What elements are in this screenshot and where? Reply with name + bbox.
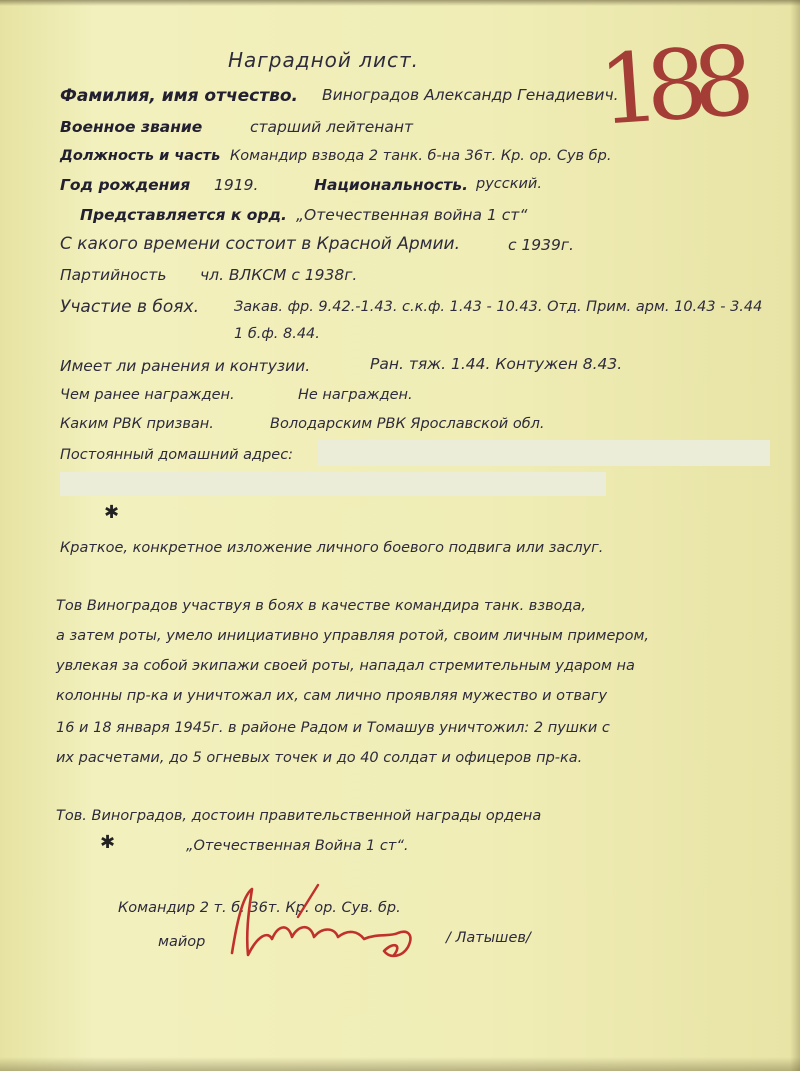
nationality-label: Национальность. (314, 176, 468, 194)
rank-value: старший лейтенант (250, 118, 414, 136)
signature-rank: майор (158, 934, 206, 950)
redacted-address-2 (60, 472, 606, 496)
right-shadow (790, 0, 800, 1071)
conclusion-line-1: Тов. Виноградов, достоин правительственной награды ордена (56, 808, 542, 824)
ink-blot-2: ✱ (100, 832, 116, 853)
summary-heading: Краткое, конкретное изложение личного боевого подвига или заслуг. (60, 540, 604, 556)
narrative-line-6: их расчетами, до 5 огневых точек и до 40 солдат и офицеров пр-ка. (56, 750, 583, 766)
battles-value-2: 1 б.ф. 8.44. (234, 326, 320, 342)
party-label: Партийность (60, 266, 167, 284)
battles-value: Закав. фр. 9.42.-1.43. с.к.ф. 1.43 - 10.43. Отд. Прим. арм. 10.43 - 3.44 (234, 299, 763, 315)
archive-number: 188 (595, 25, 744, 147)
narrative-line-2: а затем роты, умело инициативно управляя ротой, своим личным примером, (56, 628, 650, 644)
award-label: Представляется к орд. (80, 206, 287, 224)
award-value: „Отечественная война 1 ст“ (296, 206, 528, 224)
position-label: Должность и часть (60, 148, 221, 164)
address-label: Постоянный домашний адрес: (60, 447, 294, 463)
narrative-line-1: Тов Виноградов участвуя в боях в качестве командира танк. взвода, (56, 598, 587, 614)
narrative-line-4: колонны пр-ка и уничтожал их, сам лично проявляя мужество и отвагу (56, 688, 608, 704)
nationality-value: русский. (476, 176, 542, 192)
narrative-line-5: 16 и 18 января 1945г. в районе Радом и Томашув уничтожил: 2 пушки с (56, 720, 610, 736)
army-since-value: с 1939г. (508, 236, 574, 254)
ink-blot: ✱ (104, 502, 120, 523)
birth-label: Год рождения (60, 176, 191, 194)
top-shadow (0, 0, 800, 6)
signature-name: / Латышев/ (446, 930, 531, 946)
position-value: Командир взвода 2 танк. б-на 36т. Кр. ор. Сув бр. (230, 148, 612, 164)
wounds-value: Ран. тяж. 1.44. Контужен 8.43. (370, 355, 623, 373)
document-title: Наградной лист. (228, 48, 420, 72)
prev-awards-value: Не награжден. (298, 387, 413, 403)
prev-awards-label: Чем ранее награжден. (60, 387, 235, 403)
redacted-address-1 (318, 440, 770, 466)
narrative-line-3: увлекая за собой экипажи своей роты, нападал стремительным ударом на (56, 658, 635, 674)
birth-value: 1919. (214, 176, 259, 194)
conclusion-line-2: „Отечественная Война 1 ст“. (186, 838, 409, 854)
drafted-value: Володарским РВК Ярославской обл. (270, 416, 545, 432)
battles-label: Участие в боях. (60, 297, 199, 317)
rank-label: Военное звание (60, 118, 203, 136)
bottom-shadow (0, 1057, 800, 1071)
handwritten-signature (218, 875, 428, 975)
signature-position: Командир 2 т. б. 36т. Кр. ор. Сув. бр. (118, 900, 401, 916)
name-label: Фамилия, имя отчество. (60, 86, 298, 106)
party-value: чл. ВЛКСМ с 1938г. (200, 266, 358, 284)
name-value: Виноградов Александр Генадиевич. (322, 86, 619, 104)
army-since-label: С какого времени состоит в Красной Армии. (60, 234, 460, 254)
drafted-label: Каким РВК призван. (60, 416, 214, 432)
wounds-label: Имеет ли ранения и контузии. (60, 357, 311, 375)
